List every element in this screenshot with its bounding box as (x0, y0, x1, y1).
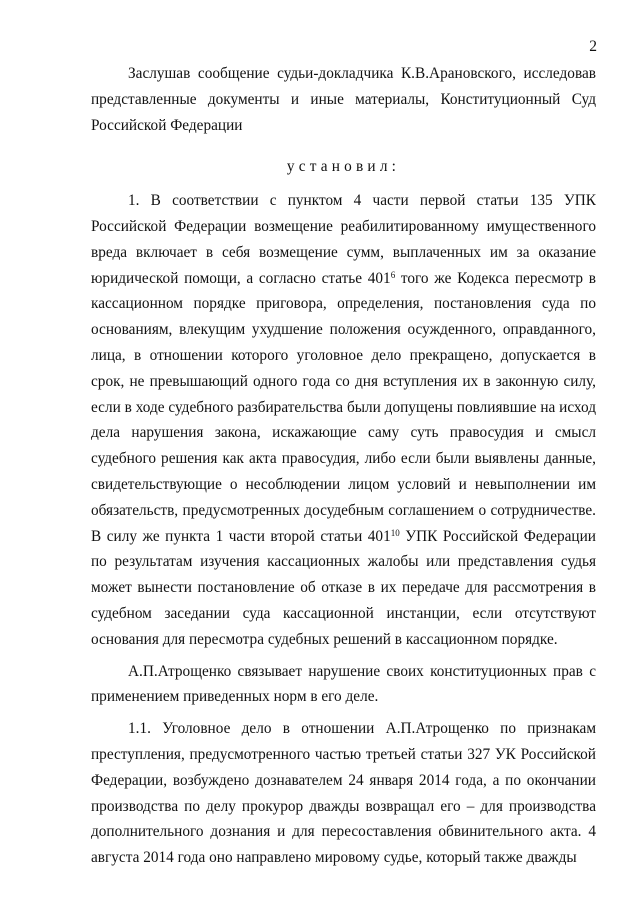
article-superscript-6: 6 (390, 269, 396, 280)
paragraph-1-1: 1.1. Уголовное дело в отношении А.П.Атрощенко по признакам преступления, предусмотренного частью третьей статьи 327 УК Российской Федерации, возбуждено дознавателем 24 января 2014 года, а по окончании производства по делу прокурор дважды возвращал его – для производства дополнительного дознания и для пересоставления обвинительного акта. 4 августа 2014 года оно направлено мировому судье, который также дважды (91, 720, 596, 867)
document-body (91, 61, 596, 877)
paragraph-2: А.П.Атрощенко связывает нарушение своих конституционных прав с применением приведенных норм в его деле. (91, 662, 596, 706)
paragraph-1-text-c: УПК Российской Федерации по результатам изучения кассационных жалобы или представления судья может вынести постановление об отказе в их передаче для рассмотрения в судебном заседании суда кассационной инстанции, если отсутствуют основания для пересмотра судебных решений в кассационном порядке. (91, 527, 596, 648)
paragraph-1-text-b: того же Кодекса пересмотр в кассационном порядке приговора, определения, постановления суда по основаниям, влекущим ухудшение положения осужденного, оправданного, лица, в отношении которого уголовное дело прекращено, допускается в срок, не превышающий одного года со дня вступления их в законную силу, если в ходе судебного разбирательства были допущены повлиявшие на исход дела нарушения закона, искажающие саму суть правосудия и смысл судебного решения как акта правосудия, либо если были выявлены данные, свидетельствующие о несоблюдении лицом условий и невыполнении им обязательств, предусмотренных досудебным соглашением о сотрудничестве. В силу же пункта 1 части второй статьи 401 (91, 269, 596, 545)
intro-paragraph: Заслушав сообщение судьи-докладчика К.В.Арановского, исследовав представленные документы и иные материалы, Конституционный Суд Российской Федерации (91, 65, 596, 134)
paragraph-1-text-a: 1. В соответствии с пунктом 4 части первой статьи 135 УПК Российской Федерации возмещение реабилитированному имущественного вреда включает в себя возмещение сумм, выплаченных им за оказание юридической помощи, а согласно статье 401 (91, 192, 596, 287)
page-number: 2 (589, 38, 597, 55)
article-superscript-10: 10 (390, 527, 400, 538)
section-heading: установил: (286, 158, 401, 176)
paragraph-1 (91, 188, 596, 652)
